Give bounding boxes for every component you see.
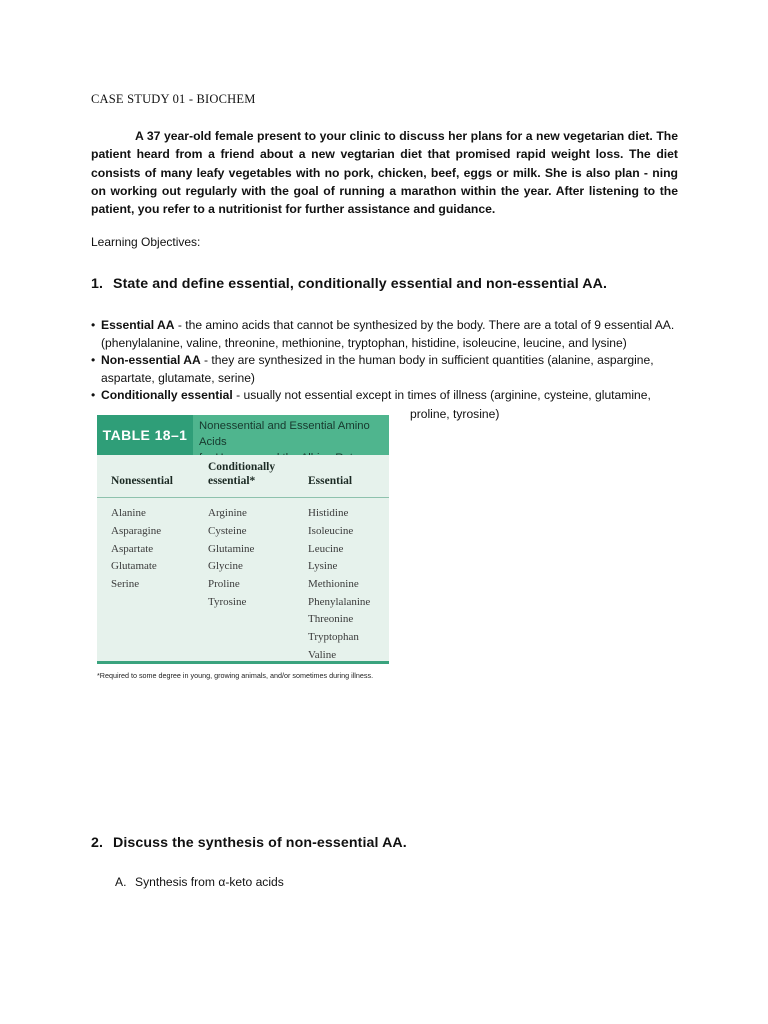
table-cell-conditional: Cysteine — [208, 525, 247, 537]
table-cell-essential: Valine — [308, 649, 337, 661]
table-cell-nonessential: Asparagine — [111, 525, 162, 537]
case-paragraph — [91, 127, 678, 218]
bullet-dot: • — [91, 318, 96, 332]
list-item — [91, 317, 681, 352]
amino-acid-table — [97, 415, 389, 664]
learning-objectives-label: Learning Objectives: — [91, 235, 201, 249]
table-cell-conditional: Glutamine — [208, 543, 255, 555]
question-2 — [91, 835, 407, 851]
subsection-a — [115, 875, 284, 889]
table-footnote: *Required to some degree in young, growing animals, and/or sometimes during illness. — [97, 671, 374, 680]
definition-conditional-tail: proline, tyrosine) — [410, 407, 500, 421]
table-cell-conditional: Tyrosine — [208, 596, 247, 608]
subsection-a-text: Synthesis from α-keto acids — [135, 875, 284, 889]
question-2-text: Discuss the synthesis of non-essential AA. — [113, 835, 407, 851]
table-cell-essential: Tryptophan — [308, 631, 359, 643]
list-item — [91, 352, 681, 387]
bullet-dot: • — [91, 388, 96, 403]
case-paragraph-text: A 37 year-old female present to your clinic to discuss her plans for a new vegetarian diet. The patient heard from a friend about a new vegtarian diet that promised rapid weight loss. The diet consists of many leafy vegetables with no pork, chicken, beef, eggs or milk. She is also plan - ning on working out regularly with the goal of running a marathon within the year. After listening to the patient, you refer to a nutritionist for further assistance and guidance. — [91, 129, 678, 217]
table-cell-conditional: Arginine — [208, 507, 247, 519]
term-conditional: Conditionally essential — [101, 388, 233, 403]
question-2-number: 2. — [91, 835, 104, 851]
column-header-conditional-line-2: essential* — [208, 475, 256, 487]
definition-essential: - the amino acids that cannot be synthesized by the body. There are a total of 9 essential AA. (phenylalanine, valine, threonine, methionine, tryptophan, histidine, isoleucine, leucine, and lysine) — [101, 318, 675, 350]
table-cell-essential: Phenylalanine — [308, 596, 371, 608]
subsection-a-letter: A. — [115, 875, 127, 889]
question-1-number: 1. — [91, 276, 104, 292]
page-title: CASE STUDY 01 - BIOCHEM — [91, 92, 256, 106]
table-header-bar — [97, 415, 389, 455]
bullet-dot: • — [91, 353, 96, 368]
table-cell-nonessential: Alanine — [111, 507, 146, 519]
table-cell-nonessential: Glutamate — [111, 560, 157, 572]
definition-nonessential: - they are synthesized in the human body in sufficient quantities (alanine, aspargine, aspartate, glutamate, serine) — [101, 353, 654, 385]
column-header-essential: Essential — [308, 475, 353, 487]
question-1 — [91, 276, 607, 292]
table-cell-essential: Leucine — [308, 543, 344, 555]
term-nonessential: Non-essential AA — [101, 353, 201, 368]
definition-conditional: - usually not essential except in times of illness (arginine, cysteine, glutamine, — [232, 388, 651, 403]
table-caption-line-1: Nonessential and Essential Amino Acids — [199, 420, 370, 448]
list-item — [91, 387, 681, 405]
table-cell-essential: Methionine — [308, 578, 359, 590]
table-cell-essential: Lysine — [308, 560, 338, 572]
table-column-headers — [97, 455, 389, 498]
table-cell-conditional: Glycine — [208, 560, 243, 572]
table-body — [97, 455, 389, 664]
table-cell-essential: Histidine — [308, 507, 349, 519]
term-essential: Essential AA — [101, 318, 175, 332]
column-header-conditional-line-1: Conditionally — [208, 461, 276, 473]
definition-list — [91, 317, 681, 405]
column-header-nonessential: Nonessential — [111, 475, 173, 487]
table-cell-nonessential: Aspartate — [111, 543, 154, 555]
table-label: TABLE 18–1 — [97, 415, 193, 455]
table-cell-essential: Threonine — [308, 613, 354, 625]
table-cell-essential: Isoleucine — [308, 525, 354, 537]
table-cell-conditional: Proline — [208, 578, 240, 590]
question-1-text: State and define essential, conditionally essential and non-essential AA. — [113, 276, 607, 292]
table-cell-nonessential: Serine — [111, 578, 140, 590]
